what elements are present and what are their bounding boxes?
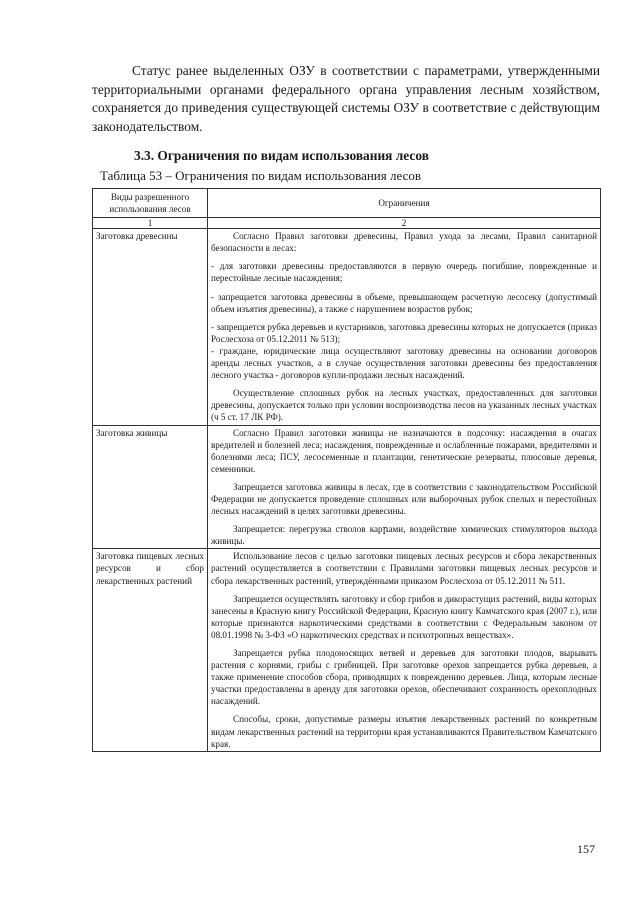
restrictions-table [92,188,601,752]
header-cell-kind: Виды разрешенного использования лесов [93,189,208,218]
column-number: 2 [208,218,601,229]
table-caption: Таблица 53 – Ограничения по видам использования лесов [100,168,421,183]
restrictions-cell [208,229,601,425]
table-row [93,425,601,549]
restriction-paragraph: Запрещается рубка плодоносящих ветвей и деревьев для заготовки плодов, вырывать растения с корнями, грибы с грибницей. При заготовке орехов запрещается рубка деревьев, а также применение способов сбора, приводящих к повреждению деревьев. Лица, которым лесные участки предоставлены в аренду для заготовки орехов, обеспечивают сохранность орехоплодных насаждений. [211,648,597,707]
kind-cell: Заготовка пищевых лесных ресурсов и сбор лекарственных растений [93,549,208,751]
restriction-paragraph: Запрещается заготовка живицы в лесах, где в соответствии с законодательством Российской Федерации не допускается проведение сплошных или выборочных рубок спелых и перестойных лесных насаждений в целях заготовки древесины. [211,481,597,517]
restriction-paragraph: - для заготовки древесины предоставляются в первую очередь погибшие, поврежденные и перестойные лесные насаждения; [211,261,597,284]
intro-paragraph: Статус ранее выделенных ОЗУ в соответствии с параметрами, утвержденными территориальными органами федерального органа управления лесным хозяйством, сохраняется до приведения существующей системы ОЗУ в соответствие с действующим законодательством. [92,63,600,134]
restriction-paragraph: Запрещается: перегрузка стволов карրами, воздействие химических стимуляторов выхода живицы. [211,524,597,547]
restriction-paragraph: Согласно Правил заготовки живицы не назначаются в подсочку: насаждения в очагах вредителей и болезней леса; насаждения, поврежденные и ослабленные пожарами, вредителями и болезнями леса; ПСУ, лесосеменные и плантации, генетические резерваты, плюсовые деревья, семенники. [211,427,597,474]
restriction-paragraph: Запрещается осуществлять заготовку и сбор грибов и дикорастущих растений, виды которых занесены в Красную книгу Российской Федерации, Красную книгу Камчатского края (2007 г.), или которые признаются наркотическими средствами в соответствии с Федеральным законом от 08.01.1998 № 3-ФЗ «О наркотических средствах и психотропных веществах». [211,593,597,640]
table-row [93,549,601,751]
kind-cell: Заготовка древесины [93,229,208,425]
restriction-paragraph: Согласно Правил заготовки древесины, Правил ухода за лесами, Правил санитарной безопасности в лесах: [211,231,597,254]
section-title: 3.3. Ограничения по видам использования лесов [134,148,429,163]
restriction-paragraph: - граждане, юридические лица осуществляют заготовку древесины на основании договоров аренды лесных участков, а в случае осуществления заготовки древесины без предоставления лесного участка - договоров купли-продажи лесных насаждений. [211,345,597,381]
restriction-paragraph: Использование лесов с целью заготовки пищевых лесных ресурсов и сбора лекарственных растений осуществляется в соответствии с Правилами заготовки пищевых лесных ресурсов и сбора лекарственных растений, утверждёнными приказом Рослесхоза от 05.12.2011 № 511. [211,551,597,586]
restriction-paragraph: - запрещается заготовка древесины в объеме, превышающем расчетную лесосеку (допустимый объем изъятия древесины), а также с нарушением возрастов рубок; [211,291,597,314]
page-number: 157 [577,842,595,856]
restrictions-cell [208,425,601,549]
header-cell-restrictions: Ограничения [208,189,601,218]
column-number-row [93,218,601,229]
kind-cell: Заготовка живицы [93,425,208,549]
table-header-row [93,189,601,218]
restriction-paragraph: - запрещается рубка деревьев и кустарников, заготовка древесины которых не допускается (приказ Рослесхоза от 05.12.2011 № 513); [211,321,597,344]
restriction-paragraph: Способы, сроки, допустимые размеры изъятия лекарственных растений по конкретным видам лекарственных растений на территории края устанавливаются Правительством Камчатского края. [211,714,597,749]
restrictions-cell [208,549,601,751]
restriction-paragraph: Осуществление сплошных рубок на лесных участках, предоставленных для заготовки древесины, допускается только при условии воспроизводства лесов на указанных лесных участках (ч 5 ст. 17 ЛК РФ). [211,388,597,423]
column-number: 1 [93,218,208,229]
table-row [93,229,601,425]
intro-block [92,62,600,136]
